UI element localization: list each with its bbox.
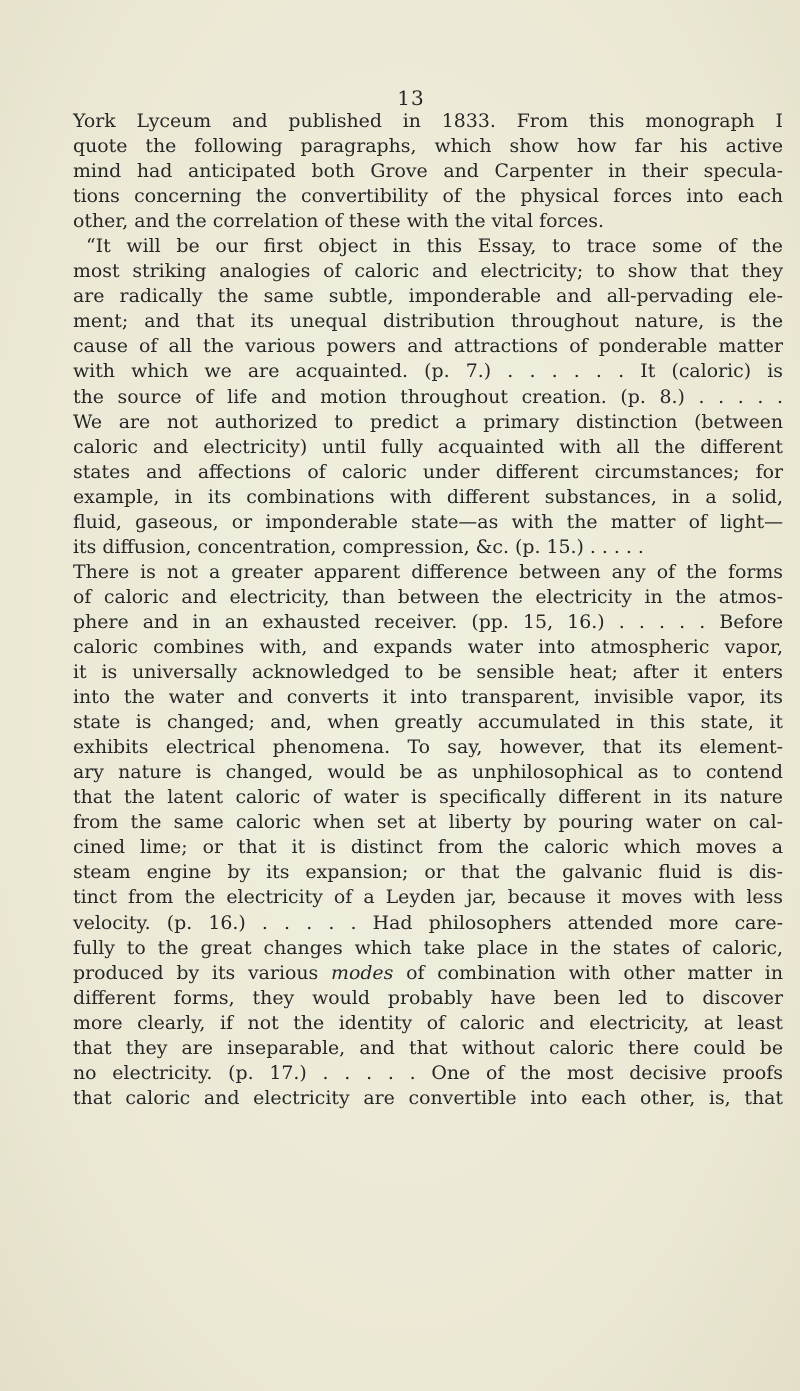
text-line: from the same caloric when set at liberty by pouring water on cal- [73,811,783,834]
text-line: caloric and electricity) until fully acquainted with all the different [73,435,783,458]
text-line: phere and in an exhausted receiver. (pp. 15, 16.) . . . . . Before [73,610,783,633]
text-line: different forms, they would probably have been led to discover [73,986,783,1009]
text-line: that the latent caloric of water is specifically different in its nature [73,786,783,809]
text-line: states and affections of caloric under different circumstances; for [73,460,783,483]
text-line-with-italic [73,961,783,986]
text-line: York Lyceum and published in 1833. From this monograph I [73,110,783,132]
text-line: velocity. (p. 16.) . . . . . Had philosophers attended more care- [73,911,783,934]
text-line: with which we are acquainted. (p. 7.) . . . . . . It (caloric) is [73,360,783,383]
text-line: There is not a greater apparent difference between any of the forms [73,560,783,583]
page-number: 13 [397,86,425,110]
italic-word: modes [331,961,394,984]
text-line: fluid, gaseous, or imponderable state—as with the matter of light— [73,510,783,533]
text-line: quote the following paragraphs, which show how far his active [73,135,783,158]
text-line: other, and the correlation of these with the vital forces. [73,210,604,233]
text-line: most striking analogies of caloric and electricity; to show that they [73,260,783,283]
text-line: mind had anticipated both Grove and Carpenter in their specula- [73,160,783,183]
text-line: it is universally acknowledged to be sensible heat; after it enters [73,661,783,684]
text-line: cause of all the various powers and attractions of ponderable matter [73,335,783,358]
text-line: its diffusion, concentration, compression, &c. (p. 15.) . . . . . [73,535,644,558]
text-line: are radically the same subtle, imponderable and all-pervading ele- [73,285,783,308]
text-fragment: produced by its various [73,961,332,984]
text-line: state is changed; and, when greatly accumulated in this state, it [73,711,783,734]
text-line: of caloric and electricity, than between the electricity in the atmos- [73,585,783,608]
text-fragment: of combination with other matter in [393,961,783,984]
text-line: steam engine by its expansion; or that the galvanic fluid is dis- [73,861,783,884]
text-line: caloric combines with, and expands water into atmospheric vapor, [73,635,783,658]
text-line: exhibits electrical phenomena. To say, however, that its element- [73,736,783,759]
text-line: tions concerning the convertibility of the physical forces into each [73,185,783,208]
text-line: ary nature is changed, would be as unphilosophical as to contend [73,761,783,784]
text-line: We are not authorized to predict a primary distinction (between [73,410,783,433]
text-line: ment; and that its unequal distribution throughout nature, is the [73,310,783,333]
body-text [73,109,783,1111]
text-line: fully to the great changes which take place in the states of caloric, [73,936,783,959]
text-line: the source of life and motion throughout creation. (p. 8.) . . . . . [73,385,783,408]
text-line: cined lime; or that it is distinct from the caloric which moves a [73,836,783,859]
text-line: no electricity. (p. 17.) . . . . . One of the most decisive proofs [73,1061,783,1084]
text-line: that caloric and electricity are convertible into each other, is, that [73,1086,783,1109]
text-line: that they are inseparable, and that without caloric there could be [73,1036,783,1059]
quote-start-line: “It will be our first object in this Essay, to trace some of the [86,235,783,258]
text-line: example, in its combinations with different substances, in a solid, [73,485,783,508]
text-line: more clearly, if not the identity of caloric and electricity, at least [73,1011,783,1034]
text-line: tinct from the electricity of a Leyden jar, because it moves with less [73,886,783,909]
text-line: into the water and converts it into transparent, invisible vapor, its [73,686,783,709]
